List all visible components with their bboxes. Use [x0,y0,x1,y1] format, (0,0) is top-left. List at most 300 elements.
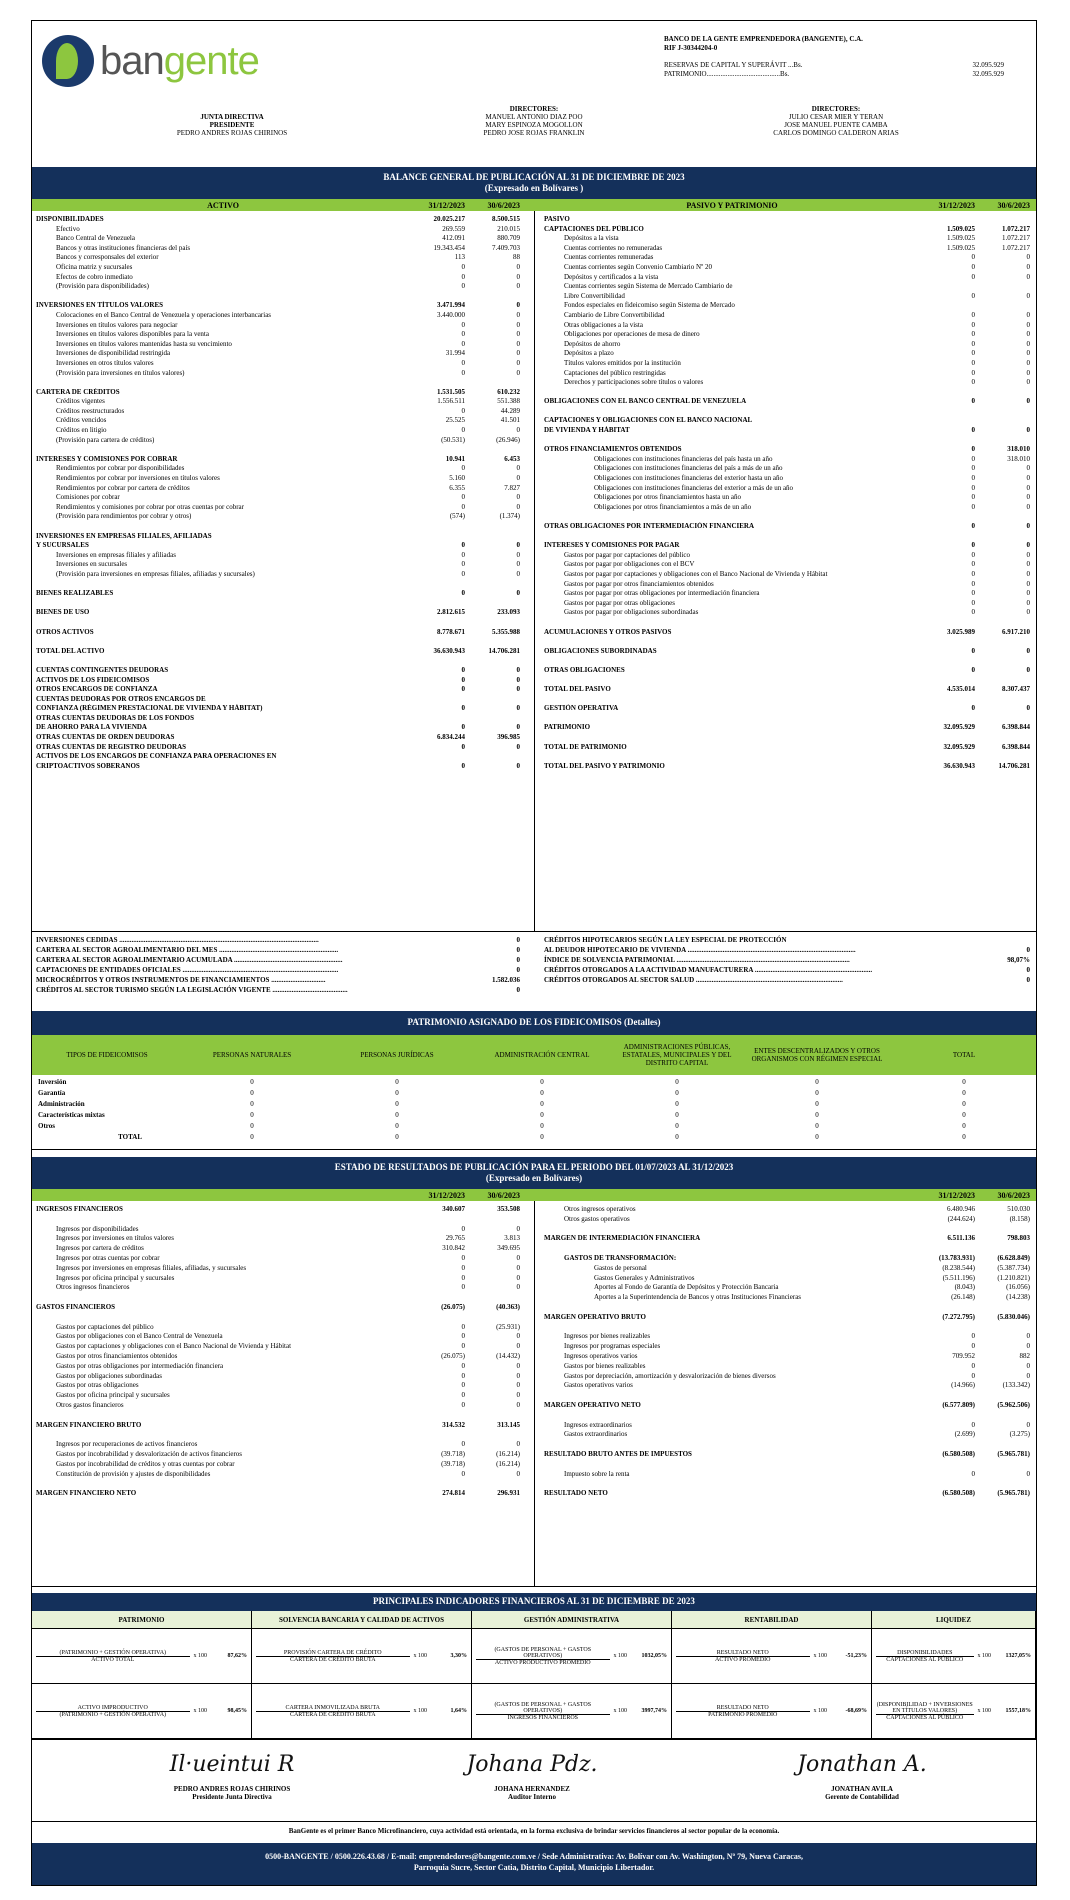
ind-x100: x 100 [977,1708,991,1714]
row-value-2: (8.158) [1009,1214,1030,1223]
ind-x100: x 100 [613,1708,627,1714]
ind-cell [672,1629,872,1683]
signature-block [432,1745,632,1801]
director-line: CARLOS DOMINGO CALDERON ARIAS [773,129,899,137]
table-row [544,1401,1030,1411]
note-row [36,935,520,945]
row-value-1: 0 [971,579,975,588]
signer-role: Gerente de Contabilidad [825,1793,899,1801]
row-value-2: 44.289 [500,406,520,415]
row-label: CAPTACIONES DEL PÚBLICO [544,224,644,233]
row-label: Inversiones en títulos valores disponibles para la venta [56,330,209,339]
row-value-1: 0 [461,358,465,367]
row-value-2: 0 [1026,426,1030,435]
row-value-1: 0 [971,1342,975,1351]
row-value-2: 0 [516,330,520,339]
activo-date-2: 30/6/2023 [487,200,520,210]
table-row [544,1421,1030,1431]
row-label: Cuentas corrientes no remuneradas [564,243,663,252]
table-row [544,1205,1030,1215]
row-value-1 [920,416,975,426]
row-label: PATRIMONIO [544,723,591,732]
row-label: Gastos por oficina principal y sucursales [56,1391,170,1400]
table-row [36,407,520,417]
row-label: TOTAL DEL PASIVO Y PATRIMONIO [544,761,665,770]
table-row [36,1381,520,1391]
table-row [36,1440,520,1450]
row-value-1: (7.272.795) [942,1312,975,1321]
row-label: ACTIVOS DE LOS FIDEICOMISOS [36,675,150,684]
ind-denominator: ACTIVO TOTAL [91,1656,135,1663]
table-row [36,436,520,446]
row-value-1: 0 [971,339,975,348]
signature-block [762,1745,962,1801]
row-value-2: 0 [1026,541,1030,550]
row-value-2: 0 [1026,358,1030,367]
row-value-2: 0 [1026,704,1030,713]
ind-x100: x 100 [193,1653,207,1659]
note-row [36,965,520,975]
table-row [36,359,520,369]
note-label: AL DEUDOR HIPOTECARIO DE VIVIENDA ................................................................................................ [544,946,856,954]
row-value-2: 0 [1026,262,1030,271]
row-spacer [36,292,520,302]
row-value-1: 0 [461,1224,465,1233]
note-row [544,935,1030,945]
note-value: 0 [516,986,520,994]
balance-notes-right [544,935,1030,985]
row-label: Bancos y otras instituciones financieras del país [56,243,191,252]
fid-cell: Inversión [38,1078,67,1086]
row-value-2: 0 [1026,291,1030,300]
row-value-2: 0 [1026,464,1030,473]
table-row [544,1254,1030,1264]
row-label: Cambiario de Libre Convertibilidad [564,310,665,319]
table-row [36,455,520,465]
balance-subtitle: (Expresado en Bolívares ) [484,183,584,193]
table-row [544,1362,1030,1372]
ind-denominator: ACTIVO PROMEDIO [715,1656,771,1663]
row-label: RESULTADO NETO [544,1489,608,1498]
fid-cell: 0 [815,1111,819,1119]
row-value-1: 19.343.454 [433,243,465,252]
note-label: CAPTACIONES DE ENTIDADES OFICIALES ......................................................................................... [36,966,339,974]
row-value-1: 0 [461,1361,465,1370]
row-value-2: (6.628.849) [997,1253,1030,1262]
row-label: Cuentas corrientes remuneradas [564,253,654,262]
table-row [36,234,520,244]
row-spacer [36,1313,520,1323]
row-value-2: 0 [1026,368,1030,377]
row-value-1: 6.834.244 [437,733,465,742]
row-value-1: 0 [971,310,975,319]
row-value-1: 5.160 [449,474,465,483]
row-value-1: (8.043) [954,1283,975,1292]
row-label: TOTAL DE PATRIMONIO [544,742,627,751]
bank-logo: ban gente [42,31,259,91]
row-value-1: 0 [461,1253,465,1262]
row-value-1: (574) [449,512,465,521]
row-label: INGRESOS FINANCIEROS [36,1205,123,1213]
ind-row [32,1629,1036,1684]
row-value-1: (244.624) [947,1214,975,1223]
table-row [36,570,520,580]
table-row [36,426,520,436]
row-spacer [544,618,1030,628]
table-row [36,464,520,474]
row-value-1: 0 [971,1371,975,1380]
ind-x100: x 100 [613,1653,627,1659]
row-label: Otros ingresos financieros [56,1283,130,1292]
row-value-2: 0 [1026,483,1030,492]
row-value-1: 0 [971,349,975,358]
row-value-2: 0 [516,1263,520,1272]
row-value-1: 0 [461,1440,465,1449]
row-label: Inversiones en empresas filiales y afiliadas [56,550,176,559]
row-label: Depósitos y certificados a la vista [564,272,659,281]
row-spacer [544,714,1030,724]
row-value-2: 296.931 [497,1489,520,1498]
fid-cell: 0 [962,1100,966,1108]
row-value-1: 20.025.217 [433,215,465,223]
balance-title: BALANCE GENERAL DE PUBLICACIÓN AL 31 DE DICIEMBRE DE 2023 [383,172,685,182]
row-label: Colocaciones en el Banco Central de Venezuela y operaciones interbancarias [56,310,272,319]
ind-x100: x 100 [413,1708,427,1714]
row-value-2: 6.917.210 [1002,627,1030,636]
resultados-header-bar [32,1189,1036,1201]
fid-cell: 0 [395,1100,399,1108]
row-label: Ingresos operativos varios [564,1351,638,1360]
table-row [36,1489,520,1499]
row-value-1: 0 [971,704,975,713]
row-value-2: 0 [1026,522,1030,530]
indicadores-table [32,1629,1036,1739]
table-row [36,666,520,676]
row-label: BIENES REALIZABLES [36,589,114,598]
row-label: Gastos por obligaciones subordinadas [56,1371,162,1380]
row-value-2: 0 [1026,474,1030,483]
fideicomisos-table [32,1077,1036,1143]
row-value-2: 14.706.281 [998,761,1030,770]
row-value-1: 0 [971,253,975,262]
row-value-1: 0 [971,262,975,271]
fid-header-cell: ADMINISTRACIONES PÚBLICAS, ESTATALES, MUNICIPALES Y DEL DISTRITO CAPITAL [622,1043,732,1067]
row-value-2: (25.931) [496,1322,520,1331]
table-row [544,1352,1030,1362]
ind-numerator: PROVISIÓN CARTERA DE CRÉDITO [256,1650,410,1657]
row-label: Cuentas corrientes según Sistema de Mercado Cambiario de [564,282,733,291]
row-value-1: 113 [454,253,465,262]
row-label: Fondos especiales en fideicomiso según Sistema de Mercado [564,301,735,310]
table-row [544,1489,1030,1499]
row-value-1 [920,282,975,292]
table-row [36,695,520,705]
ind-denominator: CARTERA DE CRÉDITO BRUTA [289,1656,376,1663]
table-row [544,1313,1030,1323]
row-value-2: 3.813 [504,1234,520,1243]
row-label: BIENES DE USO [36,608,90,617]
row-value-2: 510.030 [1007,1205,1030,1213]
row-label: OBLIGACIONES CON EL BANCO CENTRAL DE VENEZUELA [544,397,747,406]
row-label: CRIPTOACTIVOS SOBERANOS [36,761,140,770]
row-value-1: (6.580.508) [942,1489,975,1498]
row-value-2: 0 [516,723,520,732]
fid-cell: TOTAL [118,1133,142,1141]
row-value-1: 0 [461,426,465,435]
row-label: Ingresos por bienes realizables [564,1332,651,1341]
row-spacer [544,752,1030,762]
row-label: GASTOS DE TRANSFORMACIÓN: [564,1253,677,1262]
table-row [36,647,520,657]
note-value: 0 [1026,966,1030,974]
row-label: Gastos por otros financiamientos obtenidos [56,1351,178,1360]
indicadores-title: PRINCIPALES INDICADORES FINANCIEROS AL 31 DE DICIEMBRE DE 2023 [32,1593,1036,1611]
row-value-1: 0 [461,1283,465,1292]
row-label: Bancos y corresponsales del exterior [56,253,159,262]
row-value-1: 0 [971,541,975,550]
fid-header-cell: TOTAL [952,1051,976,1059]
row-spacer [36,378,520,388]
row-value-1: (5.511.196) [942,1273,975,1282]
table-row [544,503,1030,513]
row-label: OTRAS CUENTAS DEUDORAS DE LOS FONDOS [36,713,194,722]
row-label: Cuentas corrientes según Convenio Cambiario Nº 20 [564,262,712,271]
table-row [36,301,520,311]
table-row [544,666,1030,676]
row-value-2: (133.342) [1002,1381,1030,1390]
fid-cell: 0 [962,1078,966,1086]
row-label: OTRAS OBLIGACIONES POR INTERMEDIACIÓN FINANCIERA [544,522,755,530]
row-label: CUENTAS DEUDORAS POR OTROS ENCARGOS DE [36,694,206,703]
row-value-2: 0 [516,426,520,435]
note-label: CRÉDITOS OTORGADOS AL SECTOR SALUD .................................................................................... [544,976,843,984]
row-value-1: 0 [461,1322,465,1331]
row-value-1 [410,695,465,705]
table-row [544,1283,1030,1293]
row-value-2: 0 [516,550,520,559]
note-label: ÍNDICE DE SOLVENCIA PATRIMONIAL ................................................................................................... [544,956,850,964]
fid-cell: 0 [962,1133,966,1141]
row-value-1: 4.535.014 [947,685,975,694]
table-row [544,570,1030,580]
ind-fraction [876,1702,974,1721]
note-row [544,955,1030,965]
row-value-1: 0 [461,665,465,674]
fid-cell: 0 [250,1122,254,1130]
table-row [544,455,1030,465]
row-value-2: 14.706.281 [488,646,520,655]
row-label: OTROS ACTIVOS [36,627,94,636]
row-label: Gastos por pagar por captaciones del público [564,550,690,559]
row-value-1: 0 [971,608,975,617]
fideicomisos-title: PATRIMONIO ASIGNADO DE LOS FIDEICOMISOS (Detalles) [32,1011,1036,1035]
row-value-2: (5.387.734) [997,1263,1030,1272]
row-value-2: 0 [1026,550,1030,559]
table-row [544,647,1030,657]
table-row [36,1342,520,1352]
row-label: Gastos operativos varios [564,1381,633,1390]
row-value-1: 269.559 [442,224,465,233]
row-value-2: 6.398.844 [1002,723,1030,732]
row-value-2: 0 [516,1361,520,1370]
row-value-1: 10.941 [445,454,465,463]
table-row [36,311,520,321]
ind-value: 1557,18% [1005,1708,1031,1714]
row-spacer [544,1460,1030,1470]
row-value-1: (50.531) [441,435,465,444]
row-value-2: 0 [516,368,520,377]
row-value-1: 25.525 [445,416,465,425]
row-value-2: (14.238) [1006,1293,1030,1302]
row-value-2: (14.432) [496,1351,520,1360]
row-value-1: 0 [971,320,975,329]
row-value-1: 0 [461,1371,465,1380]
row-value-1: 32.095.929 [943,742,975,751]
fid-cell: 0 [540,1111,544,1119]
footer-contact-2: Parroquia Sucre, Sector Catia, Distrito Capital, Municipio Libertador. [413,1863,655,1872]
director-line: MANUEL ANTONIO DIAZ POO [485,113,583,121]
table-row [36,397,520,407]
fid-row [32,1132,1036,1143]
fid-cell: Otros [38,1122,55,1130]
ind-numerator: RESULTADO NETO [676,1650,810,1657]
row-value-1: (8.238.544) [942,1263,975,1272]
row-label: (Provisión para inversiones en empresas filiales, afiliadas y sucursales) [56,569,255,578]
row-label: Inversiones en sucursales [56,560,128,569]
row-label: Gastos por pagar por obligaciones subordinadas [564,608,699,617]
row-label: Comisiones por cobrar [56,493,120,502]
row-label: Otros ingresos operativos [564,1205,636,1213]
fid-header-cell: PERSONAS NATURALES [212,1051,292,1059]
row-value-2: 0 [1026,1469,1030,1478]
row-value-2: 0 [516,1469,520,1478]
fid-row [32,1110,1036,1121]
ind-cell [32,1629,252,1683]
fid-cell: 0 [540,1078,544,1086]
row-value-2: 0 [1026,397,1030,406]
row-label: Créditos en litigio [56,426,107,435]
row-value-1: 0 [971,474,975,483]
activo-date-1: 31/12/2023 [428,200,465,210]
row-value-1: 340.607 [442,1205,465,1213]
note-row [36,975,520,985]
row-label: Aportes al Fondo de Garantía de Depósitos y Protección Bancaria [594,1283,779,1292]
row-spacer [544,1323,1030,1333]
row-spacer [544,1440,1030,1450]
row-label: Ingresos por inversiones en empresas filiales, afiliadas, y sucursales [56,1263,247,1272]
row-label: Depósitos a la vista [564,234,619,243]
row-label: Créditos reestructurados [56,406,125,415]
row-label: Gastos por captaciones del público [56,1322,154,1331]
row-label: INTERESES Y COMISIONES POR PAGAR [544,541,680,550]
row-value-1: 0 [971,502,975,511]
table-row [36,1234,520,1244]
ind-numerator: (DISPONIBILIDAD + INVERSIONES EN TÍTULOS VALORES) [876,1701,973,1714]
table-row [544,1372,1030,1382]
row-value-2: 0 [1026,1361,1030,1370]
ind-denominator: INGRESOS FINANCIEROS [507,1714,578,1721]
row-value-2: 318.010 [1007,454,1030,463]
row-spacer [544,436,1030,446]
row-value-1: 0 [461,493,465,502]
ind-x100: x 100 [813,1708,827,1714]
table-row [544,628,1030,638]
row-label: MARGEN OPERATIVO NETO [544,1400,641,1409]
fideicomisos-header-bar [32,1035,1036,1075]
note-row [36,955,520,965]
row-value-1: 0 [971,445,975,454]
table-row [36,608,520,618]
row-value-2: 6.398.844 [1002,742,1030,751]
table-row [36,330,520,340]
row-label: Gastos por otras obligaciones [56,1381,139,1390]
table-row [36,282,520,292]
table-row [36,1264,520,1274]
row-value-1: 0 [461,1400,465,1409]
note-value: 0 [516,956,520,964]
fid-cell: 0 [250,1078,254,1086]
ind-value: 98,45% [227,1708,247,1714]
row-value-2: 0 [516,349,520,358]
ind-value: 1032,05% [641,1653,667,1659]
ind-numerator: (GASTOS DE PERSONAL + GASTOS OPERATIVOS) [476,1702,610,1715]
row-label: Efectos de cobro inmediato [56,272,133,281]
row-label: Obligaciones por operaciones de mesa de dinero [564,330,700,339]
row-value-1: (2.699) [954,1430,975,1439]
ind-fraction [876,1650,974,1663]
table-row [544,1332,1030,1342]
row-value-2: (16.214) [496,1459,520,1468]
fideicomisos-band [32,1011,1036,1035]
row-spacer [544,532,1030,542]
row-value-2: 0 [516,1342,520,1351]
ind-cell [252,1684,472,1738]
row-value-2: (5.965.781) [997,1489,1030,1498]
table-row [544,1470,1030,1480]
row-value-2 [465,532,520,542]
row-spacer [544,512,1030,522]
note-label: CRÉDITOS OTORGADOS A LA ACTIVIDAD MANUFACTURERA ................................................................... [544,966,873,974]
fid-cell: 0 [250,1100,254,1108]
note-label: INVERSIONES CEDIDAS .................................................................................................................. [36,936,319,944]
row-label: INVERSIONES EN EMPRESAS FILIALES, AFILIADAS [36,531,212,540]
row-spacer [544,407,1030,417]
row-value-2: 0 [1026,339,1030,348]
row-value-1: 29.765 [445,1234,465,1243]
fid-cell: 0 [395,1078,399,1086]
row-value-2: 0 [516,1283,520,1292]
reservas-value: 32.095.929 [972,61,1004,69]
row-label: Gastos por captaciones y obligaciones con el Banco Nacional de Vivienda y Hábitat [56,1342,292,1351]
ind-value: 3997,74% [641,1708,667,1714]
table-row [544,484,1030,494]
fid-row [32,1077,1036,1088]
row-value-1: 0 [461,685,465,694]
row-value-1: 0 [461,406,465,415]
row-label: (Provisión para inversiones en títulos valores) [56,368,185,377]
ind-value: -68,69% [845,1708,867,1714]
row-label: Gastos por pagar por captaciones y obligaciones con el Banco Nacional de Vivienda y Hábitat [564,569,828,578]
note-value: 98,07% [1007,956,1030,964]
table-row [36,589,520,599]
pasivo-date-2: 30/6/2023 [997,200,1030,210]
row-label: Créditos vencidos [56,416,107,425]
row-value-2: 0 [516,301,520,310]
fid-cell: 0 [815,1122,819,1130]
row-value-2 [975,215,1030,225]
ind-numerator: CARTERA INMOVILIZADA BRUTA [256,1705,410,1712]
row-value-2: 0 [516,464,520,473]
